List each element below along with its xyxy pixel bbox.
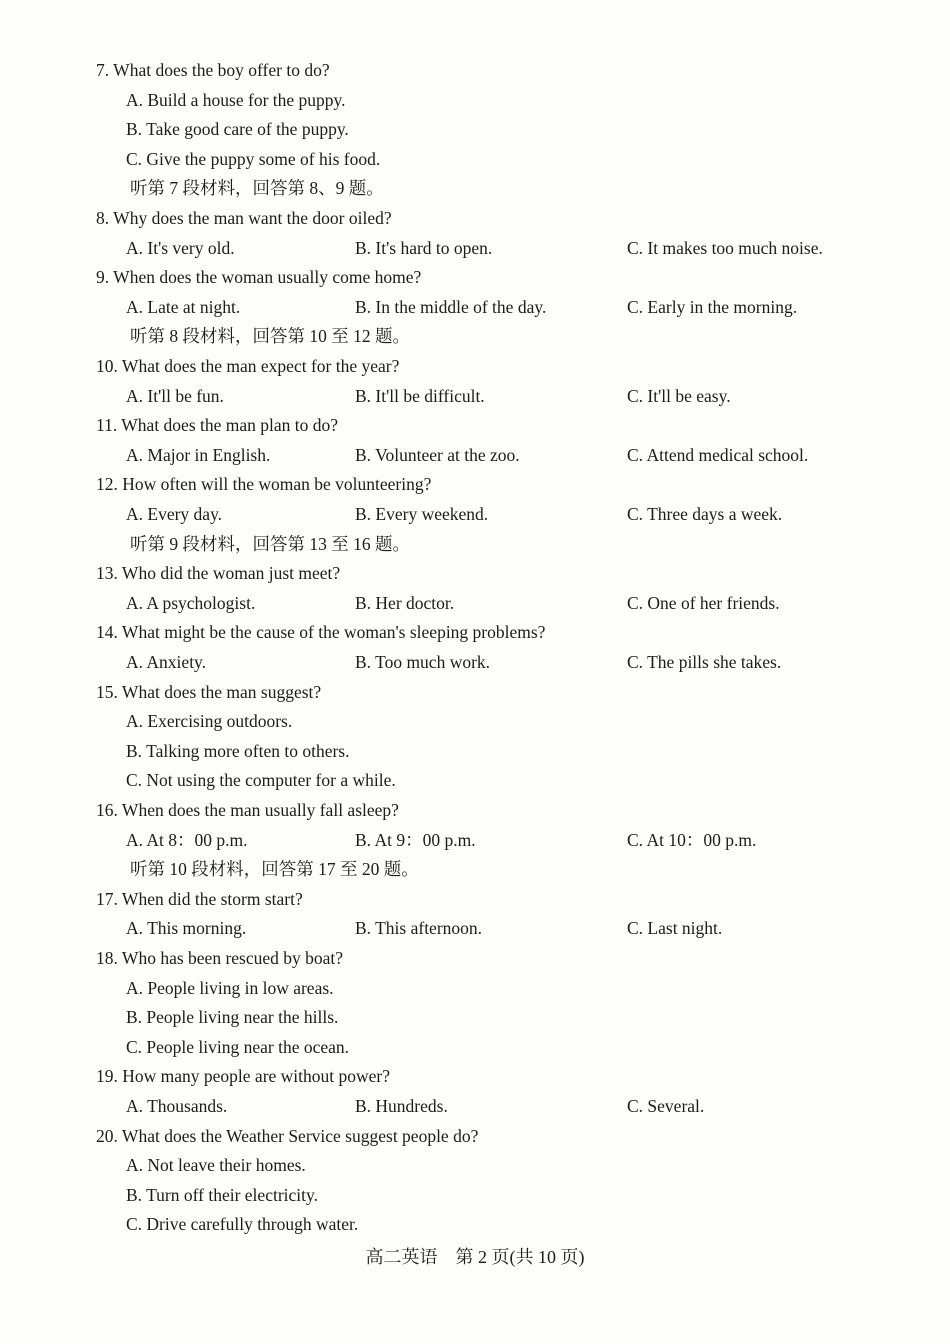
answer-option: C. Early in the morning. xyxy=(627,296,798,317)
answer-option: B. It'll be difficult. xyxy=(355,385,485,406)
answer-option: B. Turn off their electricity. xyxy=(126,1184,318,1205)
question-line xyxy=(0,558,950,588)
option-line xyxy=(0,1150,950,1180)
answer-option: C. Not using the computer for a while. xyxy=(126,770,396,791)
option-line xyxy=(0,233,950,263)
answer-option: B. In the middle of the day. xyxy=(355,296,547,317)
answer-option: B. At 9：00 p.m. xyxy=(355,829,476,850)
section-instruction-text: 听第 8 段材料，回答第 10 至 12 题。 xyxy=(130,326,410,347)
question-text: 18. Who has been rescued by boat? xyxy=(96,948,344,968)
question-text: 16. When does the man usually fall asleep? xyxy=(96,800,399,820)
answer-option: A. Build a house for the puppy. xyxy=(126,89,346,110)
option-line xyxy=(0,381,950,411)
section-instruction xyxy=(0,173,950,203)
question-text: 14. What might be the cause of the woman's sleeping problems? xyxy=(96,622,546,643)
answer-option: C. Three days a week. xyxy=(627,504,783,524)
answer-option: A. It'll be fun. xyxy=(126,385,224,406)
page-footer: 高二英语 第 2 页(共 10 页) xyxy=(365,1247,585,1267)
answer-option: B. People living near the hills. xyxy=(126,1007,339,1028)
answer-option: A. Exercising outdoors. xyxy=(126,711,293,732)
answer-option: B. Too much work. xyxy=(355,652,491,672)
answer-option: B. Talking more often to others. xyxy=(126,740,350,761)
question-line xyxy=(0,943,950,973)
question-text: 20. What does the Weather Service suggest people do? xyxy=(96,1125,479,1146)
question-text: 8. Why does the man want the door oiled? xyxy=(96,208,392,228)
question-text: 19. How many people are without power? xyxy=(96,1066,391,1087)
question-text: 17. When did the storm start? xyxy=(96,888,303,909)
question-line xyxy=(0,1121,950,1151)
option-line xyxy=(0,114,950,144)
option-line xyxy=(0,765,950,795)
answer-option: A. People living in low areas. xyxy=(126,977,334,998)
answer-option: C. At 10：00 p.m. xyxy=(627,829,757,850)
option-line xyxy=(0,85,950,115)
answer-option: C. Last night. xyxy=(627,918,723,939)
question-line xyxy=(0,795,950,825)
question-line xyxy=(0,351,950,381)
answer-option: A. Not leave their homes. xyxy=(126,1155,306,1176)
section-instruction xyxy=(0,321,950,351)
option-line xyxy=(0,440,950,470)
question-text: 12. How often will the woman be volunteering? xyxy=(96,474,432,495)
option-line xyxy=(0,825,950,855)
answer-option: A. This morning. xyxy=(126,918,247,939)
option-line xyxy=(0,1032,950,1062)
question-text: 7. What does the boy offer to do? xyxy=(96,60,330,80)
answer-option: A. A psychologist. xyxy=(126,592,256,613)
question-line xyxy=(0,203,950,233)
answer-option: C. Give the puppy some of his food. xyxy=(126,148,381,169)
question-line xyxy=(0,617,950,647)
option-line xyxy=(0,706,950,736)
answer-option: B. This afternoon. xyxy=(355,918,483,939)
question-line xyxy=(0,55,950,85)
question-text: 13. Who did the woman just meet? xyxy=(96,563,341,584)
option-line xyxy=(0,1180,950,1210)
answer-option: C. Attend medical school. xyxy=(627,444,809,465)
option-line xyxy=(0,499,950,529)
answer-option: A. Anxiety. xyxy=(126,652,207,672)
question-text: 11. What does the man plan to do? xyxy=(96,415,339,436)
answer-option: A. Every day. xyxy=(126,504,223,524)
answer-option: C. People living near the ocean. xyxy=(126,1036,350,1057)
question-text: 9. When does the woman usually come home? xyxy=(96,267,422,288)
answer-option: C. Drive carefully through water. xyxy=(126,1214,359,1235)
option-line xyxy=(0,588,950,618)
answer-option: C. Several. xyxy=(627,1096,705,1116)
question-line xyxy=(0,677,950,707)
section-instruction-text: 听第 10 段材料，回答第 17 至 20 题。 xyxy=(130,859,419,880)
answer-option: B. Take good care of the puppy. xyxy=(126,119,349,140)
question-line xyxy=(0,884,950,914)
question-line xyxy=(0,1061,950,1091)
option-line xyxy=(0,1002,950,1032)
option-line xyxy=(0,292,950,322)
answer-option: B. Hundreds. xyxy=(355,1096,448,1116)
answer-option: B. Volunteer at the zoo. xyxy=(355,444,520,465)
answer-option: C. One of her friends. xyxy=(627,592,780,613)
answer-option: B. Her doctor. xyxy=(355,592,455,613)
answer-option: A. Major in English. xyxy=(126,444,271,465)
answer-option: C. The pills she takes. xyxy=(627,652,782,672)
answer-option: C. It'll be easy. xyxy=(627,385,731,406)
option-line xyxy=(0,913,950,943)
answer-option: A. It's very old. xyxy=(126,237,235,258)
section-instruction xyxy=(0,854,950,884)
option-line xyxy=(0,1091,950,1121)
answer-option: A. Late at night. xyxy=(126,296,241,317)
answer-option: B. It's hard to open. xyxy=(355,237,493,258)
option-line xyxy=(0,647,950,677)
option-line xyxy=(0,973,950,1003)
answer-option: A. At 8：00 p.m. xyxy=(126,829,248,850)
section-instruction xyxy=(0,529,950,559)
answer-option: B. Every weekend. xyxy=(355,504,489,524)
answer-option: C. It makes too much noise. xyxy=(627,237,823,258)
answer-option: A. Thousands. xyxy=(126,1096,228,1116)
section-instruction-text: 听第 7 段材料，回答第 8、9 题。 xyxy=(130,178,384,199)
option-line xyxy=(0,736,950,766)
question-text: 15. What does the man suggest? xyxy=(96,681,322,702)
question-line xyxy=(0,410,950,440)
question-line xyxy=(0,469,950,499)
section-instruction-text: 听第 9 段材料，回答第 13 至 16 题。 xyxy=(130,533,410,554)
option-line xyxy=(0,1209,950,1239)
question-line xyxy=(0,262,950,292)
question-text: 10. What does the man expect for the year? xyxy=(96,356,400,376)
option-line xyxy=(0,144,950,174)
